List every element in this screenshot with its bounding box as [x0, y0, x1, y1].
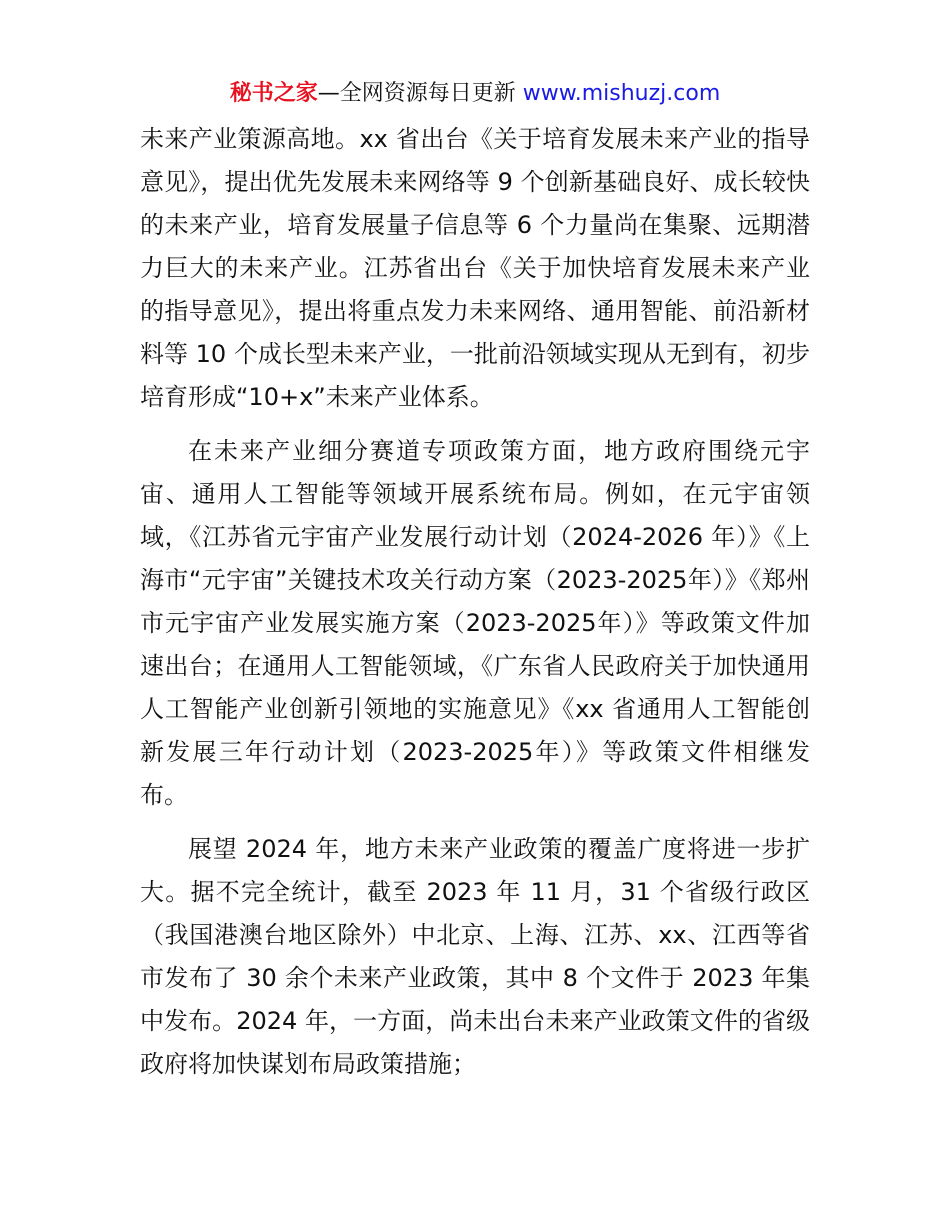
site-header: [0, 78, 950, 110]
paragraph-outlook-2024: 展望 2024 年，地方未来产业政策的覆盖广度将进一步扩大。据不完全统计，截至 2023 年 11 月，31 个省级行政区（我国港澳台地区除外）中北京、上海、江苏、xx、江西等省市发布了 30 余个未来产业政策，其中 8 个文件于 2023 年集中发布。2024 年，一方面，尚未出台未来产业政策文件的省级政府将加快谋划布局政策措施；: [140, 835, 810, 1078]
document-body: [140, 118, 810, 1086]
paragraph-continuation: 未来产业策源高地。xx 省出台《关于培育发展未来产业的指导意见》，提出优先发展未来网络等 9 个创新基础良好、成长较快的未来产业，培育发展量子信息等 6 个力量尚在集聚、远期潜力巨大的未来产业。江苏省出台《关于加快培育发展未来产业的指导意见》，提出将重点发力未来网络、通用智能、前沿新材料等 10 个成长型未来产业，一批前沿领域实现从无到有，初步培育形成“10+x”未来产业体系。: [140, 125, 810, 411]
paragraph-sector-policies: 在未来产业细分赛道专项政策方面，地方政府围绕元宇宙、通用人工智能等领域开展系统布局。例如，在元宇宙领域，《江苏省元宇宙产业发展行动计划（2024-2026 年）》《上海市“元宇宙”关键技术攻关行动方案（2023-2025年）》《郑州市元宇宙产业发展实施方案（2023-2025年）》等政策文件加速出台；在通用人工智能领域，《广东省人民政府关于加快通用人工智能产业创新引领地的实施意见》《xx 省通用人工智能创新发展三年行动计划（2023-2025年）》等政策文件相继发布。: [140, 437, 810, 809]
site-url-link[interactable]: www.mishuzj.com: [522, 81, 721, 106]
site-brand: 秘书之家: [229, 81, 318, 106]
site-tagline: —全网资源每日更新: [317, 81, 516, 106]
